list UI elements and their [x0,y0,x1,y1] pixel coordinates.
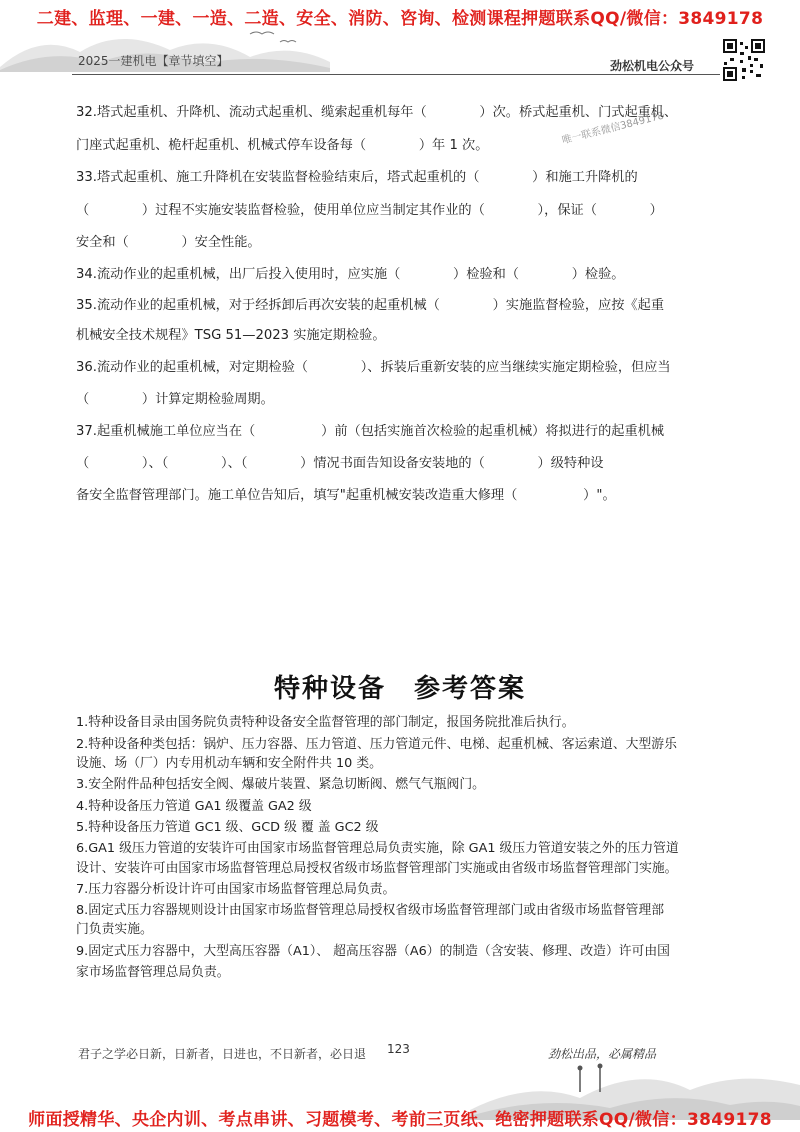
contact-watermark: 唯一联系微信3849178 [560,110,666,147]
footer-brand: 劲松出品，必属精品 [548,1047,657,1061]
answer-line: 3.安全附件品种包括安全阀、爆破片装置、紧急切断阀、燃气气瓶阀门。 [76,777,485,792]
question-line: （ ）、（ ）、（ ）情况书面告知设备安装地的（ ）级特种设 [76,456,604,471]
answer-line: 9.固定式压力容器中，大型高压容器（A1）、 超高压容器（A6）的制造（含安装、修理、改造）许可由国 [76,944,670,959]
answer-line: 7.压力容器分析设计许可由国家市场监督管理总局负责。 [76,882,396,897]
qr-code-icon [722,38,766,82]
bottom-promo-banner: 师面授精华、央企内训、考点串讲、习题模考、考前三页纸、绝密押题联系QQ/微信：3849178 [28,1110,772,1130]
answer-line: 1.特种设备目录由国务院负责特种设备安全监督管理的部门制定，报国务院批准后执行。 [76,715,575,730]
answer-line: 门负责实施。 [76,922,153,937]
answer-line: 设计、安装许可由国家市场监督管理总局授权省级市场监督管理部门实施或由省级市场监督管理部门实施。 [76,861,678,876]
header-title: 2025一建机电【章节填空】 [78,54,229,68]
footer-quote: 君子之学必日新，日新者，日进也，不日新者，必日退 [78,1047,367,1061]
header-divider [72,74,720,75]
answer-line: 6.GA1 级压力管道的安装许可由国家市场监督管理总局负责实施，除 GA1 级压力管道安装之外的压力管道 [76,841,679,856]
question-line: 36.流动作业的起重机械，对定期检验（ ）、拆装后重新安装的应当继续实施定期检验，但应当 [76,360,671,375]
answer-section-title: 特种设备 参考答案 [273,674,526,704]
question-line: 35.流动作业的起重机械，对于经拆卸后再次安装的起重机械（ ）实施监督检验，应按《起重 [76,298,665,313]
answer-line: 家市场监督管理总局负责。 [76,965,230,980]
question-line: 37.起重机械施工单位应当在（ ）前（包括实施首次检验的起重机械）将拟进行的起重机械 [76,424,665,439]
header-brand: 劲松机电公众号 [610,59,695,73]
answer-line: 2.特种设备种类包括：锅炉、压力容器、压力管道、压力管道元件、电梯、起重机械、客运索道、大型游乐 [76,737,677,752]
question-line: 机械安全技术规程》TSG 51—2023 实施定期检验。 [76,328,386,343]
question-line: 安全和（ ）安全性能。 [76,235,261,250]
question-line: 备安全监督管理部门。施工单位告知后，填写"起重机械安装改造重大修理（ ）"。 [76,488,616,503]
answer-line: 8.固定式压力容器规则设计由国家市场监督管理总局授权省级市场监督管理部门或由省级市场监督管理部 [76,903,665,918]
answer-line: 设施、场（厂）内专用机动车辆和安全附件共 10 类。 [76,756,382,771]
top-promo-banner: 二建、监理、一建、一造、二造、安全、消防、咨询、检测课程押题联系QQ/微信：3849178 [36,9,764,29]
page-number: 123 [387,1042,410,1056]
answer-line: 5.特种设备压力管道 GC1 级、GCD 级 覆 盖 GC2 级 [76,820,379,835]
question-line: 32.塔式起重机、升降机、流动式起重机、缆索起重机每年（ ）次。桥式起重机、门式起重机、 [76,105,678,120]
question-line: 33.塔式起重机、施工升降机在安装监督检验结束后，塔式起重机的（ ）和施工升降机的 [76,170,638,185]
question-line: （ ）计算定期检验周期。 [76,392,274,407]
question-line: （ ）过程不实施安装监督检验，使用单位应当制定其作业的（ ），保证（ ） [76,203,663,218]
answer-line: 4.特种设备压力管道 GA1 级覆盖 GA2 级 [76,799,312,814]
question-line: 门座式起重机、桅杆起重机、机械式停车设备每（ ）年 1 次。 [76,138,489,153]
question-line: 34.流动作业的起重机械，出厂后投入使用时，应实施（ ）检验和（ ）检验。 [76,267,625,282]
